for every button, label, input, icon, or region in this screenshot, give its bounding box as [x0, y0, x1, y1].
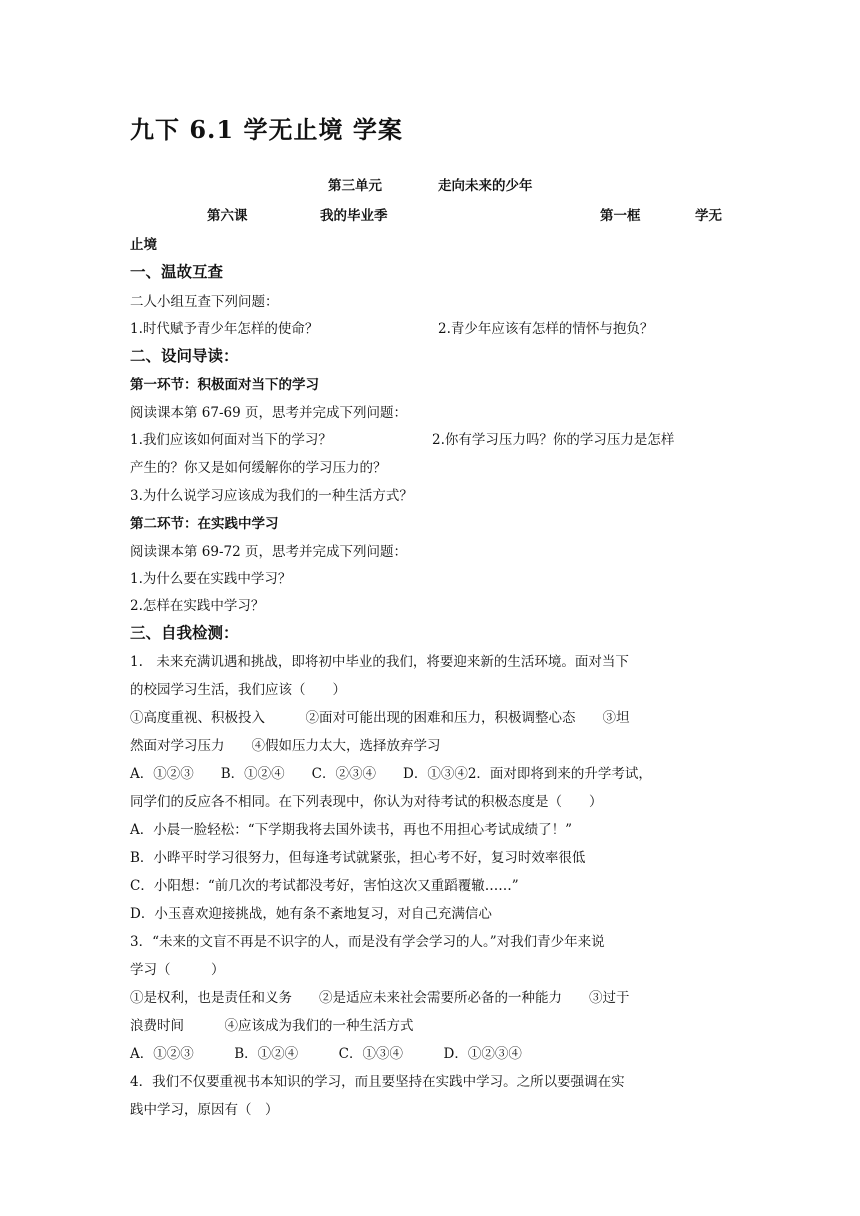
- part1-intro: 阅读课本第 67-69 页，思考并完成下列问题：: [130, 405, 407, 421]
- part1-question-2-line2: 产生的？你又是如何缓解你的学习压力的？: [130, 460, 387, 476]
- part2-intro: 阅读课本第 69-72 页，思考并完成下列问题：: [130, 544, 407, 560]
- part1-heading: 第一环节：积极面对当下的学习: [130, 377, 319, 393]
- frame-name-part2: 止境: [130, 237, 157, 253]
- section1-question-1: 1.时代赋予青少年怎样的使命？: [130, 321, 319, 337]
- quiz-line: 的校园学习生活，我们应该（ ）: [130, 682, 346, 698]
- quiz-line: A．①②③ B．①②④ C．②③④ D．①③④2．面对即将到来的升学考试，: [130, 766, 652, 782]
- part1-question-1: 1.我们应该如何面对当下的学习？: [130, 432, 332, 448]
- unit-name: 走向未来的少年: [438, 178, 533, 194]
- lesson-name: 我的毕业季: [320, 208, 388, 224]
- section1-heading: 一、温故互查: [130, 263, 224, 281]
- quiz-line: 浪费时间 ④应该成为我们的一种生活方式: [130, 1018, 414, 1034]
- unit-label: 第三单元: [328, 178, 382, 194]
- quiz-line: 学习（ ）: [130, 962, 225, 978]
- section2-heading: 二、设问导读：: [130, 347, 239, 365]
- quiz-line: 践中学习，原因有（ ）: [130, 1102, 279, 1118]
- quiz-line: ①高度重视、积极投入 ②面对可能出现的困难和压力，积极调整心态 ③坦: [130, 710, 630, 726]
- quiz-line: 3．“未来的文盲不再是不识字的人，而是没有学会学习的人。”对我们青少年来说: [130, 934, 605, 950]
- quiz-line: 同学们的反应各不相同。在下列表现中，你认为对待考试的积极态度是（ ）: [130, 794, 603, 810]
- frame-label: 第一框: [600, 208, 641, 224]
- quiz-line: A．小晨一脸轻松：“下学期我将去国外读书，再也不用担心考试成绩了！”: [130, 822, 573, 838]
- document-title: 九下 6.1 学无止境 学案: [130, 115, 403, 144]
- part2-heading: 第二环节：在实践中学习: [130, 516, 279, 532]
- quiz-line: 4．我们不仅要重视书本知识的学习，而且要坚持在实践中学习。之所以要强调在实: [130, 1074, 625, 1090]
- quiz-line: D．小玉喜欢迎接挑战，她有条不紊地复习，对自己充满信心: [130, 906, 492, 922]
- part2-question-1: 1.为什么要在实践中学习？: [130, 571, 292, 587]
- part1-question-3: 3.为什么说学习应该成为我们的一种生活方式？: [130, 488, 413, 504]
- quiz-line: 然面对学习压力 ④假如压力太大，选择放弃学习: [130, 738, 441, 754]
- section1-question-2: 2.青少年应该有怎样的情怀与抱负？: [438, 321, 654, 337]
- quiz-line: A．①②③ B．①②④ C．①③④ D．①②③④: [130, 1046, 522, 1062]
- part1-question-2-line1: 2.你有学习压力吗？你的学习压力是怎样: [432, 432, 675, 448]
- section1-intro: 二人小组互查下列问题：: [130, 294, 279, 310]
- quiz-line: 1. 未来充满讥遇和挑战，即将初中毕业的我们，将要迎来新的生活环境。面对当下: [130, 654, 629, 670]
- frame-name-part1: 学无: [695, 208, 722, 224]
- lesson-label: 第六课: [207, 208, 248, 224]
- section3-heading: 三、自我检测：: [130, 624, 239, 642]
- quiz-line: ①是权利，也是责任和义务 ②是适应未来社会需要所必备的一种能力 ③过于: [130, 990, 630, 1006]
- quiz-line: C．小阳想：“前几次的考试都没考好，害怕这次又重蹈覆辙……”: [130, 878, 519, 894]
- part2-question-2: 2.怎样在实践中学习？: [130, 598, 265, 614]
- quiz-line: B．小晔平时学习很努力，但每逢考试就紧张，担心考不好，复习时效率很低: [130, 850, 586, 866]
